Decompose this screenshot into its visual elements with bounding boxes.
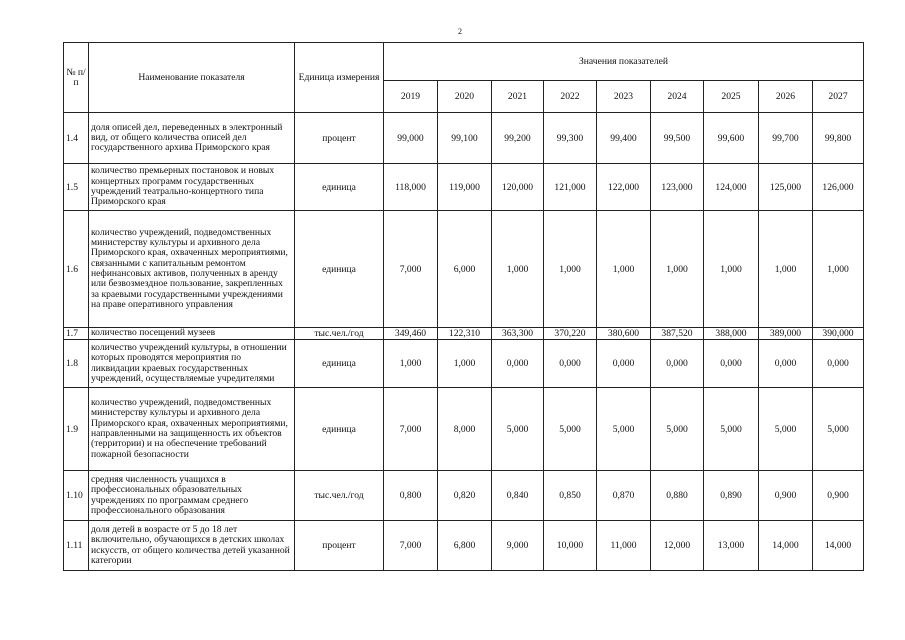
value-cell: 122,310 <box>438 328 492 340</box>
value-cell: 1,000 <box>597 211 651 328</box>
row-number: 1.10 <box>64 471 89 521</box>
row-number: 1.4 <box>64 113 89 164</box>
indicators-table <box>63 42 864 571</box>
header-values-group: Значения показателей <box>384 43 864 81</box>
value-cell: 7,000 <box>384 521 438 571</box>
table-row <box>64 211 864 328</box>
year-header: 2020 <box>438 81 492 113</box>
indicator-name: количество учреждений культуры, в отношении которых проводятся мероприятия по ликвидации краевых государственных учреждений, осуществляемые учредителями <box>89 340 295 388</box>
indicator-name: доля описей дел, переведенных в электронный вид, от общего количества описей дел государственного архива Приморского края <box>89 113 295 164</box>
value-cell: 7,000 <box>384 211 438 328</box>
value-cell: 387,520 <box>651 328 704 340</box>
value-cell: 0,900 <box>759 471 813 521</box>
value-cell: 0,850 <box>544 471 597 521</box>
value-cell: 99,400 <box>597 113 651 164</box>
value-cell: 122,000 <box>597 164 651 211</box>
year-header: 2022 <box>544 81 597 113</box>
table-row <box>64 388 864 471</box>
value-cell: 5,000 <box>492 388 544 471</box>
value-cell: 380,600 <box>597 328 651 340</box>
value-cell: 13,000 <box>704 521 759 571</box>
indicator-name: количество премьерных постановок и новых концертных программ государственных учреждений театрально-концертного типа Приморского края <box>89 164 295 211</box>
row-number: 1.8 <box>64 340 89 388</box>
value-cell: 370,220 <box>544 328 597 340</box>
year-header: 2021 <box>492 81 544 113</box>
value-cell: 99,600 <box>704 113 759 164</box>
unit-of-measure: тыс.чел./год <box>295 328 384 340</box>
value-cell: 1,000 <box>759 211 813 328</box>
value-cell: 9,000 <box>492 521 544 571</box>
value-cell: 390,000 <box>813 328 864 340</box>
value-cell: 0,000 <box>759 340 813 388</box>
indicator-name: количество учреждений, подведомственных министерству культуры и архивного дела Приморского края, охваченных мероприятиями, связанными с капитальным ремонтом нефинансовых активов, полученных в аренду или безвозмездное пользование, закрепленных за краевыми государственными учреждениями на праве оперативного управления <box>89 211 295 328</box>
value-cell: 99,500 <box>651 113 704 164</box>
value-cell: 5,000 <box>544 388 597 471</box>
value-cell: 0,840 <box>492 471 544 521</box>
value-cell: 10,000 <box>544 521 597 571</box>
value-cell: 1,000 <box>544 211 597 328</box>
value-cell: 5,000 <box>651 388 704 471</box>
value-cell: 14,000 <box>813 521 864 571</box>
indicator-name: количество учреждений, подведомственных министерству культуры и архивного дела Приморского края, охваченных мероприятиями, направленными на защищенность их объектов (территории) и на обеспечение требований пожарной безопасности <box>89 388 295 471</box>
year-header: 2023 <box>597 81 651 113</box>
value-cell: 0,900 <box>813 471 864 521</box>
value-cell: 119,000 <box>438 164 492 211</box>
table-row <box>64 164 864 211</box>
unit-of-measure: процент <box>295 521 384 571</box>
value-cell: 388,000 <box>704 328 759 340</box>
value-cell: 5,000 <box>813 388 864 471</box>
year-header: 2027 <box>813 81 864 113</box>
unit-of-measure: единица <box>295 164 384 211</box>
value-cell: 5,000 <box>597 388 651 471</box>
value-cell: 124,000 <box>704 164 759 211</box>
value-cell: 0,800 <box>384 471 438 521</box>
value-cell: 0,000 <box>492 340 544 388</box>
value-cell: 0,890 <box>704 471 759 521</box>
value-cell: 0,880 <box>651 471 704 521</box>
value-cell: 0,870 <box>597 471 651 521</box>
value-cell: 126,000 <box>813 164 864 211</box>
value-cell: 99,800 <box>813 113 864 164</box>
table-row <box>64 471 864 521</box>
value-cell: 1,000 <box>384 340 438 388</box>
table-row <box>64 328 864 340</box>
value-cell: 14,000 <box>759 521 813 571</box>
unit-of-measure: тыс.чел./год <box>295 471 384 521</box>
page-number: 2 <box>458 27 462 36</box>
value-cell: 8,000 <box>438 388 492 471</box>
unit-of-measure: единица <box>295 388 384 471</box>
value-cell: 99,000 <box>384 113 438 164</box>
value-cell: 6,000 <box>438 211 492 328</box>
table-row <box>64 521 864 571</box>
value-cell: 0,000 <box>704 340 759 388</box>
value-cell: 363,300 <box>492 328 544 340</box>
value-cell: 99,200 <box>492 113 544 164</box>
unit-of-measure: единица <box>295 340 384 388</box>
value-cell: 6,800 <box>438 521 492 571</box>
value-cell: 0,000 <box>651 340 704 388</box>
value-cell: 120,000 <box>492 164 544 211</box>
year-header: 2024 <box>651 81 704 113</box>
indicator-name: средняя численность учащихся в профессиональных образовательных учреждениях по программам среднего профессионального образования <box>89 471 295 521</box>
value-cell: 12,000 <box>651 521 704 571</box>
row-number: 1.7 <box>64 328 89 340</box>
value-cell: 11,000 <box>597 521 651 571</box>
row-number: 1.11 <box>64 521 89 571</box>
value-cell: 125,000 <box>759 164 813 211</box>
header-name: Наименование показателя <box>89 43 295 113</box>
header-unit: Единица измерения <box>295 43 384 113</box>
table-row <box>64 113 864 164</box>
indicator-name: доля детей в возрасте от 5 до 18 лет включительно, обучающихся в детских школах искусств, от общего количества детей указанной категории <box>89 521 295 571</box>
header-no: № п/п <box>64 43 89 113</box>
value-cell: 7,000 <box>384 388 438 471</box>
value-cell: 121,000 <box>544 164 597 211</box>
year-header: 2026 <box>759 81 813 113</box>
table-row <box>64 340 864 388</box>
value-cell: 1,000 <box>492 211 544 328</box>
value-cell: 118,000 <box>384 164 438 211</box>
value-cell: 123,000 <box>651 164 704 211</box>
value-cell: 0,820 <box>438 471 492 521</box>
value-cell: 389,000 <box>759 328 813 340</box>
value-cell: 99,300 <box>544 113 597 164</box>
unit-of-measure: единица <box>295 211 384 328</box>
row-number: 1.5 <box>64 164 89 211</box>
row-number: 1.6 <box>64 211 89 328</box>
year-header: 2019 <box>384 81 438 113</box>
value-cell: 1,000 <box>438 340 492 388</box>
indicator-name: количество посещений музеев <box>89 328 295 340</box>
value-cell: 99,700 <box>759 113 813 164</box>
value-cell: 5,000 <box>704 388 759 471</box>
value-cell: 99,100 <box>438 113 492 164</box>
value-cell: 0,000 <box>544 340 597 388</box>
year-header: 2025 <box>704 81 759 113</box>
value-cell: 1,000 <box>704 211 759 328</box>
value-cell: 0,000 <box>597 340 651 388</box>
unit-of-measure: процент <box>295 113 384 164</box>
row-number: 1.9 <box>64 388 89 471</box>
value-cell: 5,000 <box>759 388 813 471</box>
value-cell: 1,000 <box>813 211 864 328</box>
value-cell: 0,000 <box>813 340 864 388</box>
value-cell: 1,000 <box>651 211 704 328</box>
value-cell: 349,460 <box>384 328 438 340</box>
